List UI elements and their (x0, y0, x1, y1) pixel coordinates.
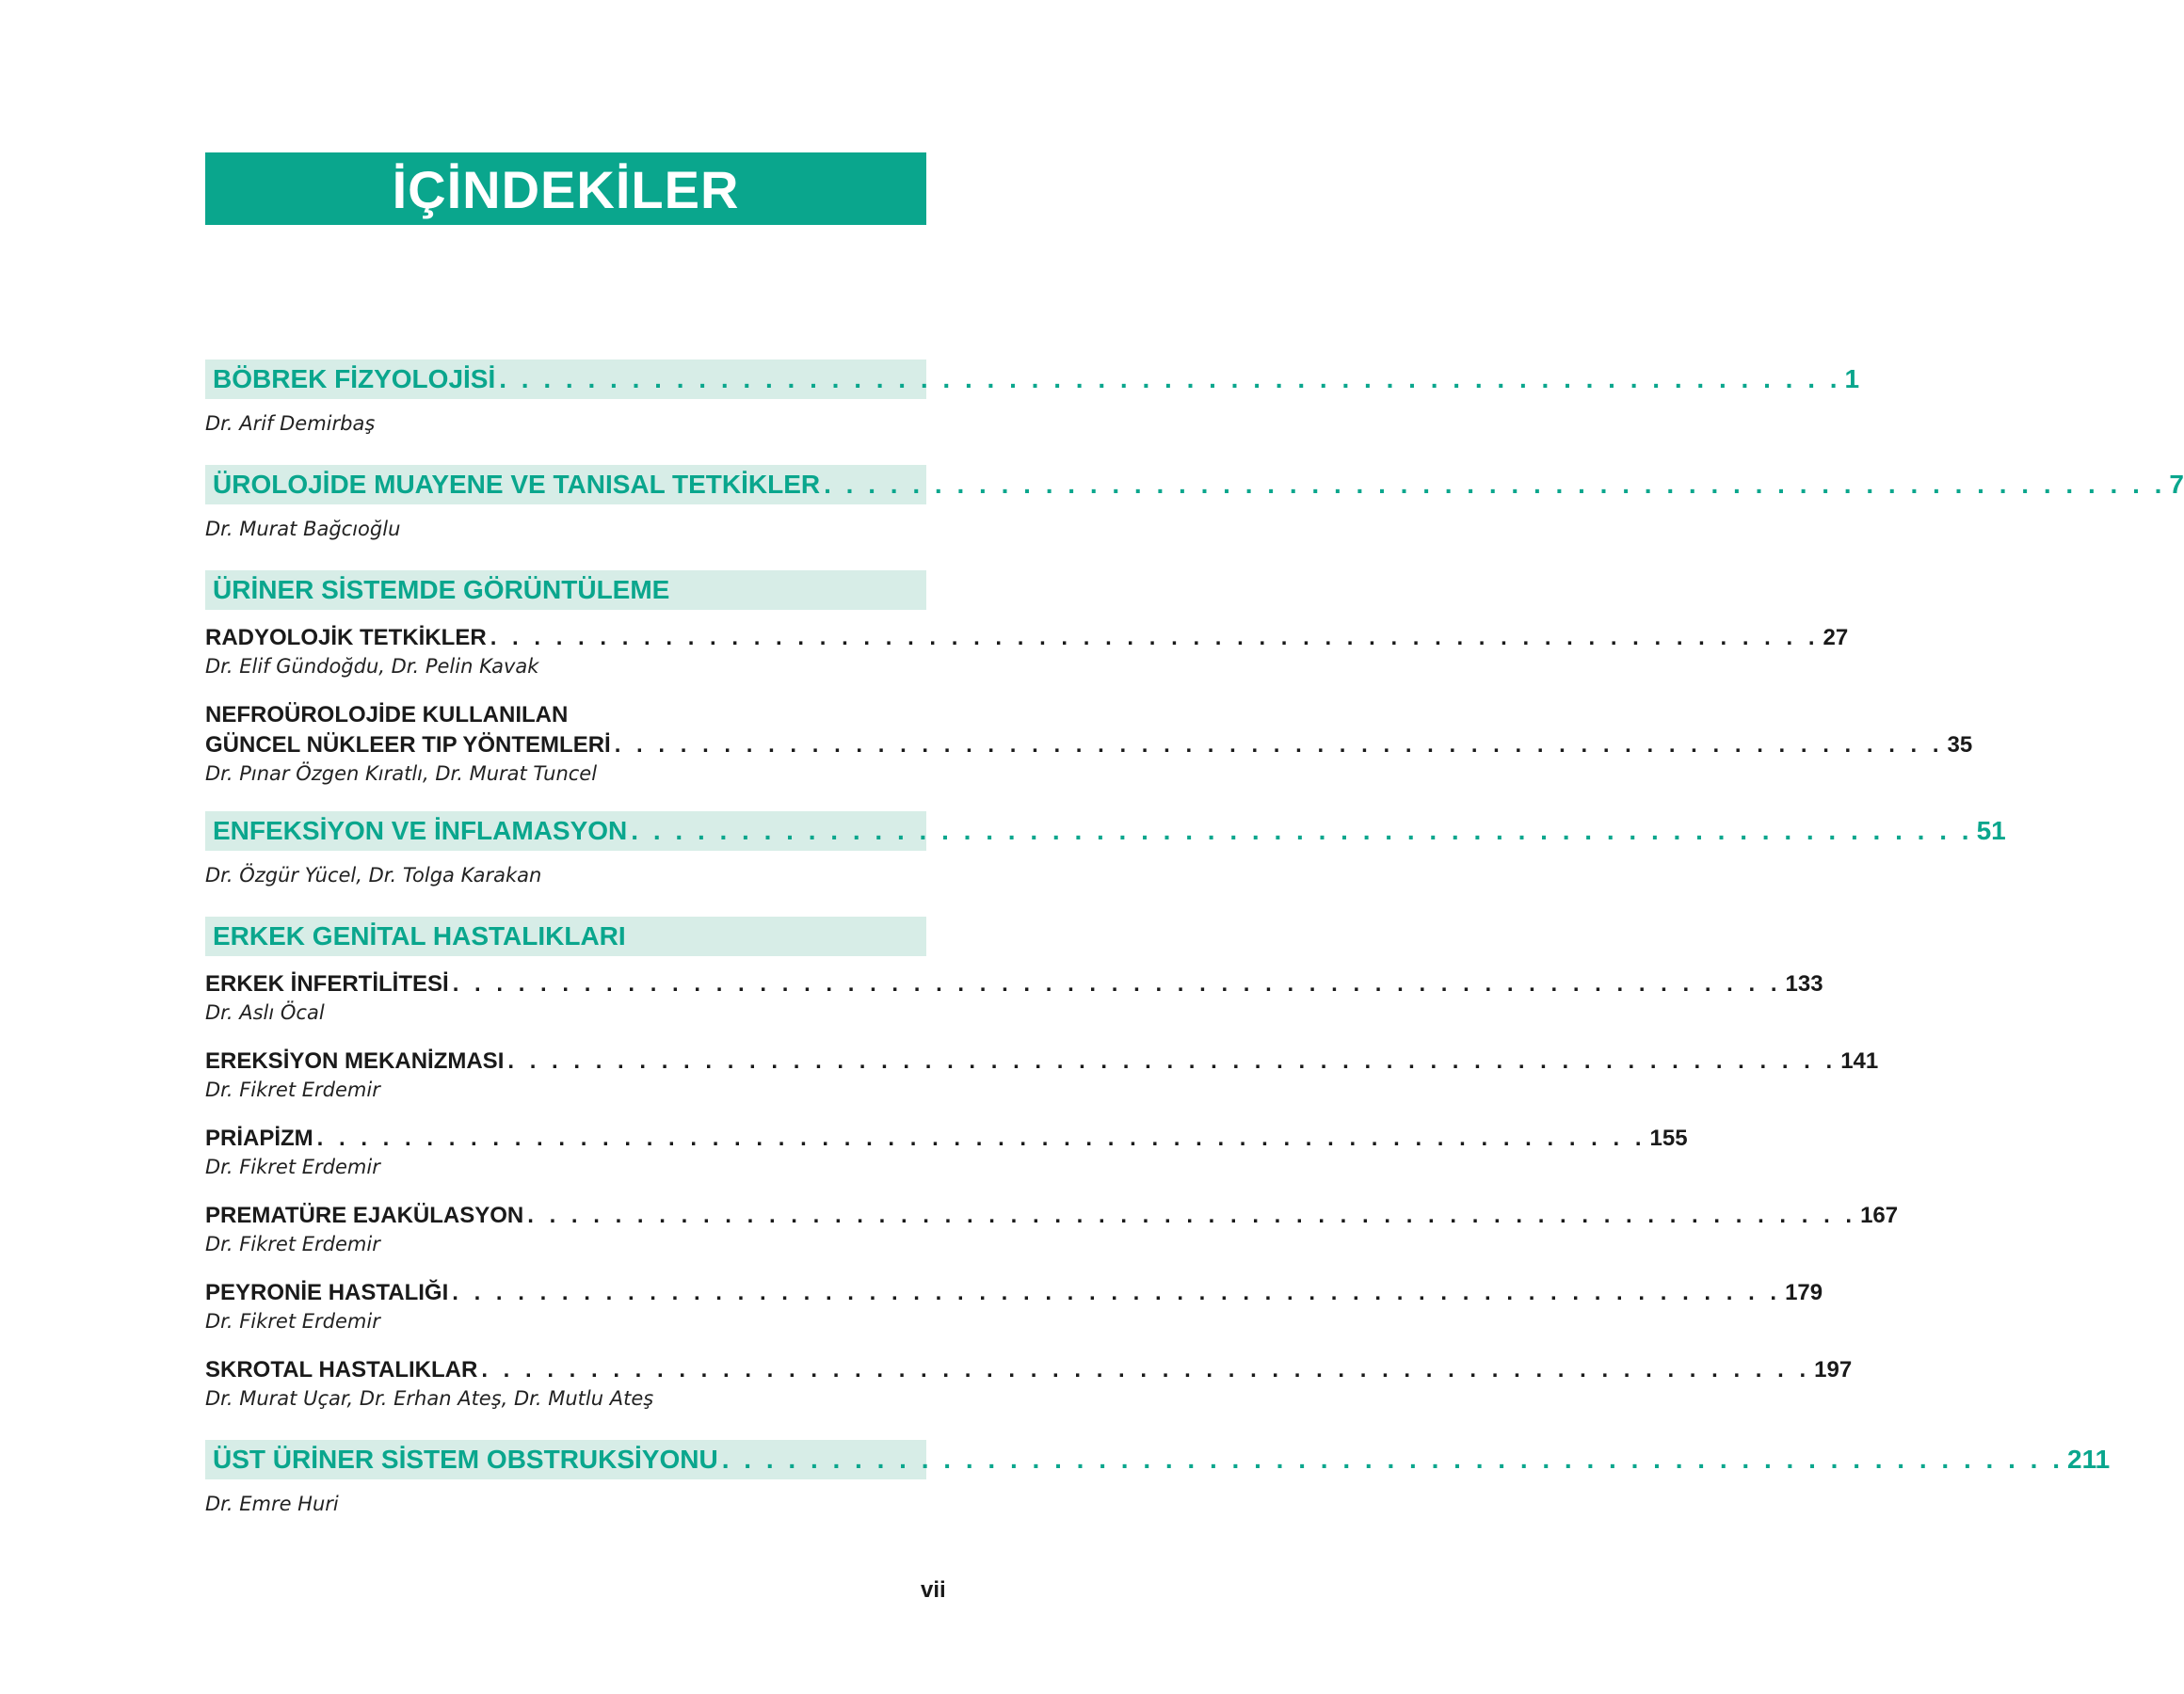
dot-leader: . . . . . . . . . . . . . . . . . . . . . . . . . . . . . . . . . . . . . . . . . . . . . . . . . . . . . . . . . . . . . (316, 1126, 1646, 1151)
section-title: ERKEK GENİTAL HASTALIKLARI (213, 921, 626, 951)
section-title: BÖBREK FİZYOLOJİSİ (213, 364, 496, 393)
entry-title-line1: NEFROÜROLOJİDE KULLANILAN (205, 702, 569, 727)
dot-leader: . . . . . . . . . . . . . . . . . . . . . . . . . . . . . . . . . . . . . . . . . . . . . . . . . . . . . . . . . . . . . (631, 816, 1973, 845)
entry-page-number: 141 (1840, 1048, 1879, 1074)
entry-title: PRİAPİZM (205, 1126, 313, 1151)
section-heading[interactable] (205, 465, 2184, 504)
toc-section (205, 917, 1899, 1412)
toc-section (205, 811, 2006, 888)
dot-leader: . . . . . . . . . . . . . . . . . . . . . . . . . . . . . . . . . . . . . . . . . . . . . . . . . . . . . . . . . . . . . (721, 1445, 2064, 1474)
entry-author: Dr. Murat Uçar, Dr. Erhan Ateş, Dr. Mutlu Ateş (205, 1387, 654, 1410)
section-title: ÜROLOJİDE MUAYENE VE TANISAL TETKİKLER (213, 470, 821, 499)
entry-author: Dr. Fikret Erdemir (205, 1156, 380, 1178)
section-page-number: 1 (1844, 364, 1860, 393)
entry-author: Dr. Fikret Erdemir (205, 1233, 380, 1255)
section-heading[interactable] (205, 360, 1860, 399)
dot-leader: . . . . . . . . . . . . . . . . . . . . . . . . . . . . . . . . . . . . . . . . . . . . . . . . . . . . . . . . . . . . . (527, 1203, 1857, 1228)
table-of-contents (205, 360, 2184, 1517)
toc-entry[interactable] (205, 1355, 1853, 1412)
toc-entry[interactable] (205, 1047, 1879, 1103)
toc-section (205, 1440, 2111, 1517)
toc-entry[interactable] (205, 1124, 1688, 1180)
dot-leader: . . . . . . . . . . . . . . . . . . . . . . . . . . . . . . . . . . . . . . . . . . . . . . . . . . . . . . . . . . . . . (499, 364, 1841, 393)
entry-title: PEYRONİE HASTALIĞI (205, 1280, 449, 1305)
dot-leader: . . . . . . . . . . . . . . . . . . . . . . . . . . . . . . . . . . . . . . . . . . . . . . . . . . . . . . . . . . . . . (452, 1280, 1782, 1305)
toc-section (205, 570, 1973, 787)
section-heading[interactable] (205, 570, 926, 610)
entry-author: Dr. Aslı Öcal (205, 1001, 325, 1024)
toc-entry[interactable] (205, 623, 1849, 679)
section-author: Dr. Özgür Yücel, Dr. Tolga Karakan (205, 864, 542, 887)
entry-page-number: 133 (1785, 971, 1823, 997)
entry-page-number: 197 (1814, 1357, 1853, 1382)
page-number: vii (921, 1577, 946, 1603)
section-author: Dr. Arif Demirbaş (205, 412, 376, 435)
entry-author: Dr. Fikret Erdemir (205, 1079, 380, 1101)
section-page-number: 211 (2067, 1445, 2111, 1474)
dot-leader: . . . . . . . . . . . . . . . . . . . . . . . . . . . . . . . . . . . . . . . . . . . . . . . . . . . . . . . . . . . . . (452, 971, 1782, 997)
section-title: ENFEKSİYON VE İNFLAMASYON (213, 816, 628, 845)
section-heading[interactable] (205, 1440, 2111, 1479)
entry-title: PREMATÜRE EJAKÜLASYON (205, 1203, 524, 1228)
entry-page-number: 167 (1860, 1203, 1899, 1228)
toc-section (205, 360, 1860, 437)
section-title: ÜRİNER SİSTEMDE GÖRÜNTÜLEME (213, 575, 670, 604)
entry-author: Dr. Pınar Özgen Kıratlı, Dr. Murat Tuncel (205, 762, 598, 785)
entry-page-number: 179 (1785, 1280, 1823, 1305)
entry-title: ERKEK İNFERTİLİTESİ (205, 971, 449, 997)
section-heading[interactable] (205, 917, 926, 956)
section-author: Dr. Emre Huri (205, 1493, 339, 1515)
entry-title: RADYOLOJİK TETKİKLER (205, 625, 487, 650)
entry-page-number: 27 (1823, 625, 1849, 650)
section-page-number: 51 (1976, 816, 2006, 845)
entry-author: Dr. Elif Gündoğdu, Dr. Pelin Kavak (205, 655, 539, 678)
dot-leader: . . . . . . . . . . . . . . . . . . . . . . . . . . . . . . . . . . . . . . . . . . . . . . . . . . . . . . . . . . . . . (490, 625, 1820, 650)
toc-entry[interactable] (205, 700, 1973, 787)
toc-section (205, 465, 2184, 542)
section-title: ÜST ÜRİNER SİSTEM OBSTRUKSİYONU (213, 1445, 718, 1474)
entry-page-number: 155 (1649, 1126, 1688, 1151)
section-heading[interactable] (205, 811, 2006, 851)
entry-title: EREKSİYON MEKANİZMASI (205, 1048, 505, 1074)
page-title: İÇİNDEKİLER (205, 152, 926, 225)
toc-entry[interactable] (205, 1201, 1899, 1257)
dot-leader: . . . . . . . . . . . . . . . . . . . . . . . . . . . . . . . . . . . . . . . . . . . . . . . . . . . . . . . . . . . . . (507, 1048, 1838, 1074)
section-page-number: 7 (2169, 470, 2184, 499)
dot-leader: . . . . . . . . . . . . . . . . . . . . . . . . . . . . . . . . . . . . . . . . . . . . . . . . . . . . . . . . . . . . . (824, 470, 2166, 499)
dot-leader: . . . . . . . . . . . . . . . . . . . . . . . . . . . . . . . . . . . . . . . . . . . . . . . . . . . . . . . . . . . . . (481, 1357, 1811, 1382)
entry-author: Dr. Fikret Erdemir (205, 1310, 380, 1333)
section-author: Dr. Murat Bağcıoğlu (205, 518, 401, 540)
toc-entry[interactable] (205, 969, 1823, 1026)
entry-title: GÜNCEL NÜKLEER TIP YÖNTEMLERİ (205, 732, 611, 758)
toc-entry[interactable] (205, 1278, 1823, 1334)
dot-leader: . . . . . . . . . . . . . . . . . . . . . . . . . . . . . . . . . . . . . . . . . . . . . . . . . . . . . . . . . . . . . (614, 732, 1944, 758)
entry-page-number: 35 (1947, 732, 1973, 758)
entry-title: SKROTAL HASTALIKLAR (205, 1357, 478, 1382)
